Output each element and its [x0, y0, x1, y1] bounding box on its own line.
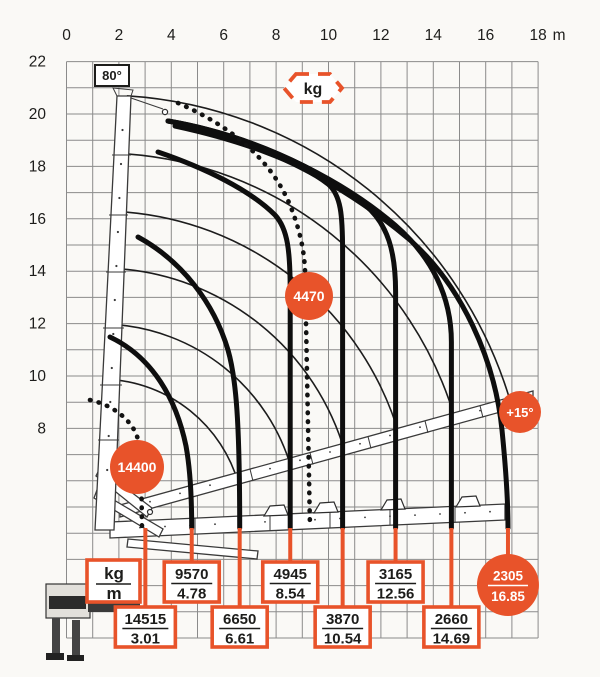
x-axis-tick: 4	[166, 27, 176, 44]
reach-value: 4.78	[177, 585, 207, 603]
rivet	[389, 435, 391, 437]
rivet	[489, 511, 491, 513]
load-point-box	[212, 607, 267, 648]
x-axis-tick: 12	[372, 27, 390, 44]
base-block	[49, 596, 86, 609]
rivet	[115, 265, 117, 267]
load-point-boxes	[115, 554, 539, 648]
load-point-badge	[477, 554, 539, 616]
max-capacity-value: 14400	[117, 459, 157, 475]
grid	[67, 62, 539, 638]
rivet	[329, 451, 331, 453]
rivet	[164, 526, 166, 528]
boom-bracket	[314, 502, 338, 513]
rivet	[109, 401, 111, 403]
rivet	[359, 443, 361, 445]
load-point-box	[164, 562, 219, 603]
kg-badge-label: kg	[303, 81, 323, 98]
rivet	[299, 459, 301, 461]
reach-value: 14.69	[432, 630, 471, 648]
rivet	[364, 517, 366, 519]
y-axis-tick: 16	[28, 210, 46, 228]
reach-value: 16.85	[491, 589, 525, 604]
capacity-value: 3870	[325, 611, 360, 628]
rivet	[214, 523, 216, 525]
load-point-box	[263, 562, 318, 603]
outrigger-foot	[46, 653, 64, 660]
rivet	[121, 129, 123, 131]
y-axis-tick: 20	[28, 106, 46, 123]
legend-m: m	[106, 584, 122, 603]
reach-value: 6.61	[225, 630, 255, 648]
rivet	[112, 333, 114, 335]
y-axis-tick: 12	[28, 315, 46, 333]
rivet	[117, 231, 119, 233]
x-axis-tick: 10	[319, 27, 338, 44]
rivet	[106, 469, 108, 471]
rivet	[114, 299, 116, 301]
boom-head	[113, 88, 133, 96]
x-axis-tick: 16	[477, 27, 495, 44]
reach-value: 3.01	[130, 630, 160, 648]
outrigger-leg	[52, 618, 60, 655]
legend-kg-per-m	[87, 560, 140, 603]
rivet	[479, 410, 481, 412]
capacity-value: 6650	[222, 611, 257, 628]
rivet	[179, 493, 181, 495]
rivet	[464, 512, 466, 514]
boom-angle-value: 80°	[102, 68, 122, 83]
boom-head-pulley	[162, 109, 167, 114]
outrigger-foot	[67, 655, 84, 661]
capacity-value: 14515	[124, 611, 167, 628]
mid-capacity-marker	[285, 272, 333, 320]
y-axis-tick: 8	[37, 420, 46, 438]
y-axis-tick: 10	[28, 368, 46, 385]
boom-bracket	[381, 499, 405, 510]
x-axis	[62, 27, 565, 44]
reach-value: 12.56	[376, 585, 415, 603]
y-axis	[29, 54, 47, 438]
rivet	[419, 426, 421, 428]
rivet	[111, 367, 113, 369]
x-axis-tick: 18	[529, 27, 547, 44]
capacity-value: 2660	[434, 611, 469, 628]
rivet	[118, 197, 120, 199]
rivet	[414, 514, 416, 516]
rivet	[120, 163, 122, 165]
tilt-angle-value: +15°	[506, 405, 534, 420]
rivet	[314, 519, 316, 521]
rivet	[269, 468, 271, 470]
y-axis-tick: 18	[28, 158, 46, 176]
y-axis-tick: 22	[28, 53, 46, 71]
x-axis-tick: 8	[271, 27, 281, 44]
tilt-angle-marker	[499, 391, 541, 433]
max-capacity-marker	[110, 440, 164, 494]
boom-angle-badge	[95, 65, 129, 86]
x-axis-tick: 6	[219, 27, 229, 44]
y-axis-tick: 14	[28, 263, 46, 281]
capacity-value: 3165	[378, 566, 413, 583]
mid-capacity-value: 4470	[293, 288, 325, 304]
legend-kg: kg	[104, 564, 124, 583]
capacity-value: 9570	[175, 566, 209, 583]
rivet	[149, 501, 151, 503]
load-point-box	[368, 562, 423, 603]
rivet	[264, 521, 266, 523]
rivet	[209, 484, 211, 486]
load-point-box	[315, 607, 370, 648]
reach-value: 10.54	[323, 630, 362, 648]
x-axis-unit: m	[552, 27, 566, 44]
outrigger-leg	[72, 620, 80, 655]
rivet	[439, 513, 441, 515]
capacity-value: 4945	[273, 566, 307, 583]
load-point-box	[115, 607, 175, 648]
load-unit-badge	[284, 74, 342, 102]
capacity-value: 2305	[492, 568, 523, 584]
x-axis-tick: 0	[62, 27, 71, 44]
rivet	[389, 515, 391, 517]
reach-value: 8.54	[275, 585, 305, 603]
pivot-pin	[148, 510, 153, 515]
x-axis-tick: 14	[424, 27, 442, 44]
rivet	[108, 435, 110, 437]
x-axis-tick: 2	[114, 27, 124, 44]
load-point-box	[424, 607, 479, 648]
